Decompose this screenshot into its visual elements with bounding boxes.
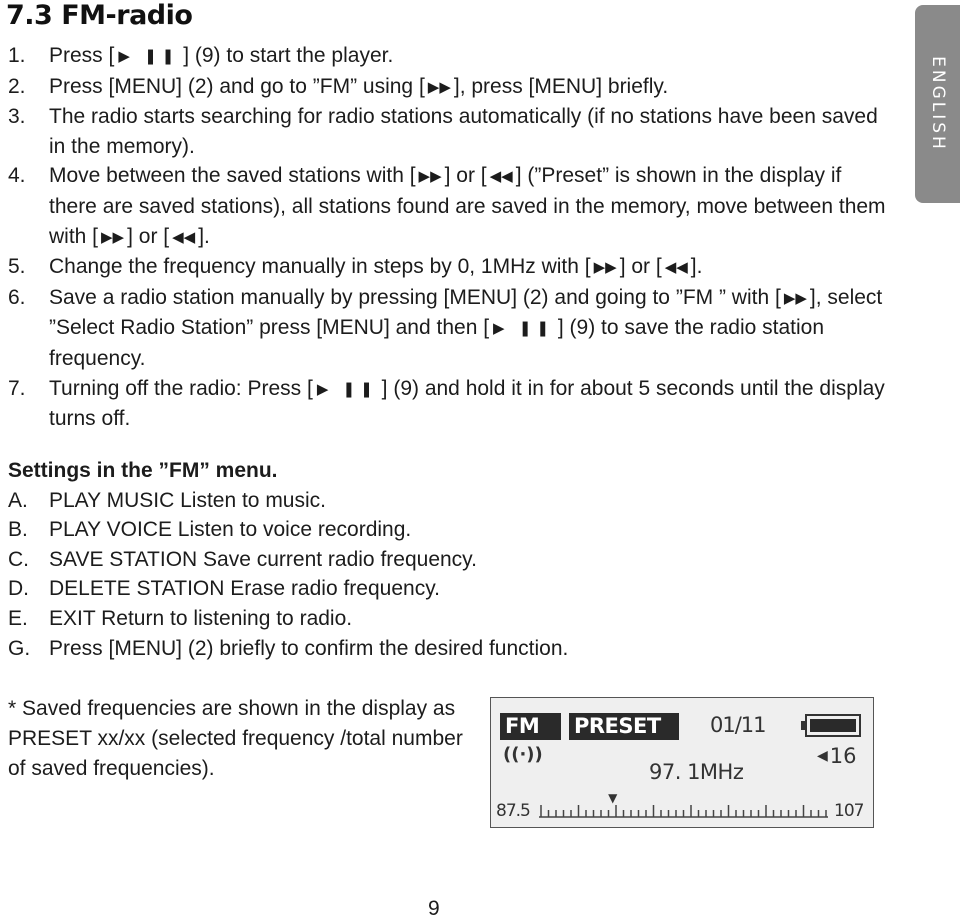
prev-icon: ◀◀ — [489, 168, 513, 186]
language-label: ENGLISH — [927, 56, 948, 152]
battery-icon — [805, 714, 861, 737]
footnote: * Saved frequencies are shown in the display as PRESET xx/xx (selected frequency /total number of saved frequencies). — [8, 697, 463, 780]
instruction-steps — [8, 41, 888, 434]
scale-max-label: 107 — [834, 801, 864, 821]
step-6: 6. Save a radio station manually by pressing [MENU] (2) and going to ”FM ” with [ ▶▶ ], select ”Select Radio Station” press [MENU] and then [ ▶ ❚❚ ] (9) to save the radio station frequency. — [8, 283, 888, 374]
step-3: 3. The radio starts searching for radio stations automatically (if no stations have been saved in the memory). — [8, 102, 888, 161]
next-icon: ▶▶ — [101, 228, 125, 246]
next-icon: ▶▶ — [418, 168, 442, 186]
settings-item: B. PLAY VOICE Listen to voice recording. — [8, 518, 412, 542]
section-title: 7.3 FM-radio — [6, 0, 193, 31]
preset-label: PRESET — [569, 713, 679, 740]
step-number: 2. — [8, 74, 26, 98]
prev-icon: ◀◀ — [172, 228, 196, 246]
language-side-tab — [915, 5, 960, 203]
volume-icon: ◀ — [817, 748, 828, 764]
settings-item: A. PLAY MUSIC Listen to music. — [8, 488, 326, 512]
step-7: 7. Turning off the radio: Press [ ▶ ❚❚ ] (9) and hold it in for about 5 seconds until the display turns off. — [8, 374, 888, 434]
step-number: 7. — [8, 376, 26, 400]
play-pause-icon: ▶ ❚❚ — [316, 380, 378, 398]
preset-count: 01/11 — [710, 713, 766, 737]
tuning-scale — [539, 801, 828, 819]
frequency-readout: 97. 1MHz — [649, 760, 744, 784]
step-number: 5. — [8, 255, 26, 279]
scale-min-label: 87.5 — [496, 801, 530, 821]
radio-display-illustration — [490, 697, 874, 828]
fm-mode-label: FM — [500, 713, 561, 740]
prev-icon: ◀◀ — [664, 259, 688, 277]
tuning-pointer-icon: ▼ — [608, 791, 618, 805]
settings-item: C. SAVE STATION Save current radio frequency. — [8, 547, 477, 571]
step-number: 3. — [8, 105, 26, 129]
settings-heading: Settings in the ”FM” menu. — [8, 459, 278, 482]
settings-item: D. DELETE STATION Erase radio frequency. — [8, 577, 440, 601]
settings-item: G. Press [MENU] (2) briefly to confirm the desired function. — [8, 636, 569, 660]
fm-menu-settings — [8, 456, 888, 663]
step-2: 2. Press [MENU] (2) and go to ”FM” using [ ▶▶ ], press [MENU] briefly. — [8, 72, 888, 103]
step-number: 4. — [8, 164, 26, 188]
next-icon: ▶▶ — [593, 259, 617, 277]
step-5: 5. Change the frequency manually in steps by 0, 1MHz with [ ▶▶ ] or [ ◀◀ ]. — [8, 252, 888, 283]
step-1: 1. Press [ ▶ ❚❚ ] (9) to start the player. — [8, 41, 888, 72]
settings-item: E. EXIT Return to listening to radio. — [8, 606, 353, 630]
next-icon: ▶▶ — [427, 78, 451, 96]
play-pause-icon: ▶ ❚❚ — [118, 48, 180, 65]
step-4: 4. Move between the saved stations with [ ▶▶ ] or [ ◀◀ ] (”Preset” is shown in the display if there are saved stations), all stations found are saved in the memory, move between them with [ ▶▶ ] or [ ◀◀ ]. — [8, 161, 888, 252]
page-number: 9 — [428, 897, 440, 918]
step-number: 1. — [8, 44, 26, 67]
next-icon: ▶▶ — [783, 289, 807, 307]
volume-readout: ◀16 — [817, 744, 857, 768]
step-number: 6. — [8, 285, 26, 309]
stereo-signal-icon: ((·)) — [503, 744, 543, 765]
play-pause-icon: ▶ ❚❚ — [493, 320, 554, 338]
